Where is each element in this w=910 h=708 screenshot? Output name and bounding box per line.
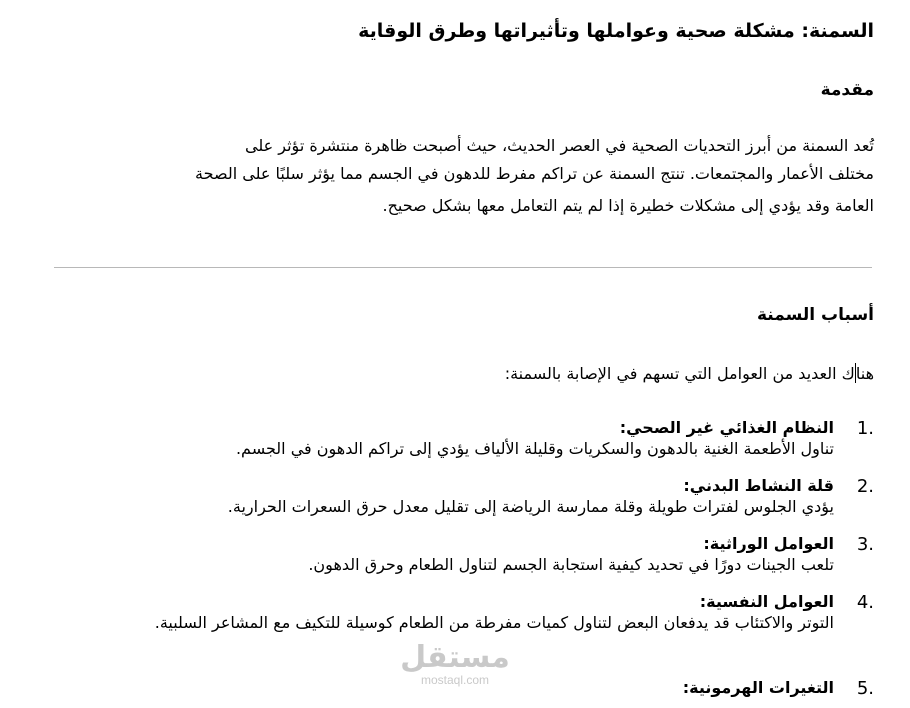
list-number: 5. xyxy=(856,678,874,699)
cause-description: تلعب الجينات دورًا في تحديد كيفية استجابة الجسم لتناول الطعام وحرق الدهون. xyxy=(308,555,834,574)
causes-intro xyxy=(505,363,874,385)
watermark-latin: mostaql.com xyxy=(420,673,490,687)
intro-line-3: العامة وقد يؤدي إلى مشكلات خطيرة إذا لم يتم التعامل معها بشكل صحيح. xyxy=(382,196,874,215)
causes-heading: أسباب السمنة xyxy=(756,305,874,325)
horizontal-rule xyxy=(54,267,872,268)
list-number: 2. xyxy=(856,476,874,497)
watermark-arabic: مستقل xyxy=(400,640,510,675)
mostaql-watermark-logo xyxy=(395,640,515,698)
cause-title: العوامل النفسية: xyxy=(699,592,834,611)
list-number: 4. xyxy=(856,592,874,613)
cause-title: النظام الغذائي غير الصحي: xyxy=(619,418,834,437)
document-title: السمنة: مشكلة صحية وعواملها وتأثيراتها وطرق الوقاية xyxy=(358,20,874,42)
intro-heading: مقدمة xyxy=(820,80,874,100)
list-number: 3. xyxy=(856,534,874,555)
cause-title: قلة النشاط البدني: xyxy=(683,476,834,495)
cause-description: التوتر والاكتئاب قد يدفعان البعض لتناول كميات مفرطة من الطعام كوسيلة للتكيف مع المشاعر السلبية. xyxy=(154,613,834,632)
cause-description: يؤدي الجلوس لفترات طويلة وقلة ممارسة الرياضة إلى تقليل معدل حرق السعرات الحرارية. xyxy=(227,497,834,516)
causes-intro-end: ك العديد من العوامل التي تسهم في الإصابة بالسمنة: xyxy=(504,364,855,383)
causes-intro-start: هنا xyxy=(855,364,874,383)
cause-title: العوامل الوراثية: xyxy=(703,534,834,553)
cause-description: تناول الأطعمة الغنية بالدهون والسكريات وقليلة الألياف يؤدي إلى تراكم الدهون في الجسم. xyxy=(235,439,834,458)
list-number: 1. xyxy=(856,418,874,439)
intro-line-1: تُعد السمنة من أبرز التحديات الصحية في العصر الحديث، حيث أصبحت ظاهرة منتشرة تؤثر على xyxy=(245,136,874,155)
intro-line-2: مختلف الأعمار والمجتمعات. تنتج السمنة عن تراكم مفرط للدهون في الجسم مما يؤثر سلبًا على الصحة xyxy=(195,164,874,183)
cause-title: التغيرات الهرمونية: xyxy=(682,678,834,697)
